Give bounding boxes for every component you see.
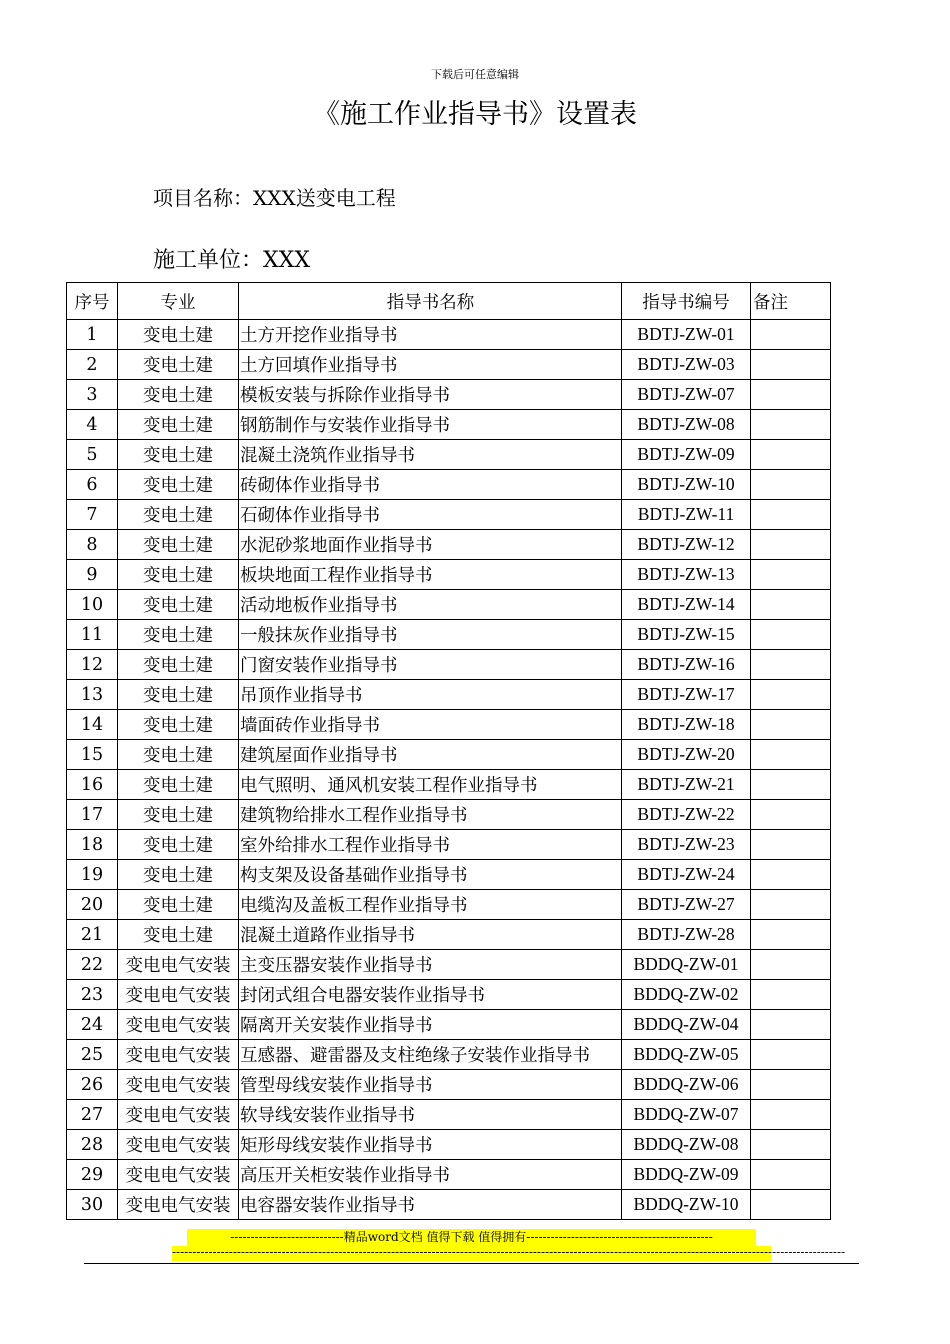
table-row <box>67 710 831 740</box>
row-remark <box>751 830 831 860</box>
table-row <box>67 380 831 410</box>
row-remark <box>751 1130 831 1160</box>
row-serial: 26 <box>67 1070 118 1100</box>
row-guide-name: 砖砌体作业指导书 <box>239 470 622 500</box>
table-row <box>67 800 831 830</box>
row-remark <box>751 620 831 650</box>
row-guide-code: BDTJ-ZW-21 <box>622 770 751 800</box>
row-serial: 7 <box>67 500 118 530</box>
row-remark <box>751 800 831 830</box>
table-row <box>67 1010 831 1040</box>
footer-rule <box>84 1263 859 1264</box>
row-serial: 6 <box>67 470 118 500</box>
row-major: 变电土建 <box>118 650 239 680</box>
row-guide-code: BDTJ-ZW-12 <box>622 530 751 560</box>
table-row <box>67 860 831 890</box>
header-remark: 备注 <box>751 283 831 320</box>
row-serial: 14 <box>67 710 118 740</box>
header-major: 专业 <box>118 283 239 320</box>
row-guide-code: BDTJ-ZW-10 <box>622 470 751 500</box>
row-guide-name: 主变压器安装作业指导书 <box>239 950 622 980</box>
row-serial: 22 <box>67 950 118 980</box>
footer-banner: ----------------------------精品word文档 值得下载 值得拥有---------------------------------------------- <box>187 1229 756 1246</box>
row-guide-code: BDTJ-ZW-17 <box>622 680 751 710</box>
row-major: 变电电气安装 <box>118 1160 239 1190</box>
row-major: 变电土建 <box>118 740 239 770</box>
row-remark <box>751 680 831 710</box>
row-remark <box>751 770 831 800</box>
header-guide-name: 指导书名称 <box>239 283 622 320</box>
row-serial: 17 <box>67 800 118 830</box>
row-guide-code: BDDQ-ZW-02 <box>622 980 751 1010</box>
row-major: 变电土建 <box>118 920 239 950</box>
row-serial: 18 <box>67 830 118 860</box>
row-guide-code: BDTJ-ZW-22 <box>622 800 751 830</box>
row-remark <box>751 560 831 590</box>
table-header-row <box>67 283 831 320</box>
row-major: 变电电气安装 <box>118 1070 239 1100</box>
header-serial: 序号 <box>67 283 118 320</box>
table-row <box>67 500 831 530</box>
row-guide-code: BDTJ-ZW-16 <box>622 650 751 680</box>
row-guide-name: 高压开关柜安装作业指导书 <box>239 1160 622 1190</box>
row-major: 变电土建 <box>118 770 239 800</box>
table-row <box>67 1160 831 1190</box>
row-guide-code: BDTJ-ZW-27 <box>622 890 751 920</box>
row-major: 变电土建 <box>118 620 239 650</box>
table-row <box>67 740 831 770</box>
row-serial: 19 <box>67 860 118 890</box>
row-remark <box>751 530 831 560</box>
row-guide-name: 封闭式组合电器安装作业指导书 <box>239 980 622 1010</box>
row-guide-name: 互感器、避雷器及支柱绝缘子安装作业指导书 <box>239 1040 622 1070</box>
table-row <box>67 890 831 920</box>
row-guide-name: 吊顶作业指导书 <box>239 680 622 710</box>
table-row <box>67 470 831 500</box>
row-remark <box>751 650 831 680</box>
row-guide-code: BDDQ-ZW-08 <box>622 1130 751 1160</box>
row-guide-code: BDTJ-ZW-01 <box>622 320 751 350</box>
row-guide-name: 墙面砖作业指导书 <box>239 710 622 740</box>
row-serial: 5 <box>67 440 118 470</box>
row-major: 变电土建 <box>118 590 239 620</box>
row-serial: 16 <box>67 770 118 800</box>
row-guide-code: BDTJ-ZW-15 <box>622 620 751 650</box>
row-remark <box>751 320 831 350</box>
table-row <box>67 770 831 800</box>
row-guide-code: BDTJ-ZW-23 <box>622 830 751 860</box>
row-serial: 27 <box>67 1100 118 1130</box>
table-row <box>67 920 831 950</box>
row-guide-code: BDDQ-ZW-04 <box>622 1010 751 1040</box>
row-remark <box>751 860 831 890</box>
row-remark <box>751 1010 831 1040</box>
row-guide-code: BDTJ-ZW-08 <box>622 410 751 440</box>
row-major: 变电电气安装 <box>118 1040 239 1070</box>
row-guide-name: 电缆沟及盖板工程作业指导书 <box>239 890 622 920</box>
row-guide-name: 钢筋制作与安装作业指导书 <box>239 410 622 440</box>
row-major: 变电土建 <box>118 800 239 830</box>
table-row <box>67 1130 831 1160</box>
row-major: 变电电气安装 <box>118 1190 239 1220</box>
row-serial: 30 <box>67 1190 118 1220</box>
row-serial: 3 <box>67 380 118 410</box>
row-major: 变电土建 <box>118 470 239 500</box>
row-guide-code: BDDQ-ZW-07 <box>622 1100 751 1130</box>
row-guide-name: 水泥砂浆地面作业指导书 <box>239 530 622 560</box>
table-row <box>67 1040 831 1070</box>
row-major: 变电电气安装 <box>118 980 239 1010</box>
project-name: 项目名称：XXX送变电工程 <box>153 186 396 210</box>
row-guide-name: 门窗安装作业指导书 <box>239 650 622 680</box>
row-major: 变电电气安装 <box>118 1130 239 1160</box>
table-row <box>67 530 831 560</box>
row-major: 变电土建 <box>118 530 239 560</box>
table-row <box>67 650 831 680</box>
row-guide-code: BDDQ-ZW-01 <box>622 950 751 980</box>
row-major: 变电土建 <box>118 860 239 890</box>
row-serial: 20 <box>67 890 118 920</box>
row-major: 变电电气安装 <box>118 1100 239 1130</box>
row-serial: 29 <box>67 1160 118 1190</box>
table-row <box>67 590 831 620</box>
row-serial: 12 <box>67 650 118 680</box>
table-row <box>67 950 831 980</box>
row-guide-code: BDTJ-ZW-28 <box>622 920 751 950</box>
row-serial: 25 <box>67 1040 118 1070</box>
header-guide-code: 指导书编号 <box>622 283 751 320</box>
row-major: 变电土建 <box>118 710 239 740</box>
row-guide-code: BDTJ-ZW-13 <box>622 560 751 590</box>
row-remark <box>751 1040 831 1070</box>
row-guide-name: 隔离开关安装作业指导书 <box>239 1010 622 1040</box>
row-guide-name: 混凝土道路作业指导书 <box>239 920 622 950</box>
row-serial: 2 <box>67 350 118 380</box>
row-major: 变电土建 <box>118 560 239 590</box>
table-row <box>67 1070 831 1100</box>
row-serial: 8 <box>67 530 118 560</box>
row-remark <box>751 740 831 770</box>
row-remark <box>751 1070 831 1100</box>
header-note: 下载后可任意编辑 <box>431 68 519 81</box>
row-remark <box>751 440 831 470</box>
table-row <box>67 980 831 1010</box>
row-guide-code: BDTJ-ZW-07 <box>622 380 751 410</box>
row-guide-name: 土方开挖作业指导书 <box>239 320 622 350</box>
row-remark <box>751 950 831 980</box>
table-row <box>67 1190 831 1220</box>
row-guide-name: 混凝土浇筑作业指导书 <box>239 440 622 470</box>
row-remark <box>751 710 831 740</box>
row-serial: 23 <box>67 980 118 1010</box>
row-guide-code: BDTJ-ZW-18 <box>622 710 751 740</box>
row-remark <box>751 500 831 530</box>
footer-dashes: ---------------------------------------------------------------------------------------------------------------------------------------------------------------------- <box>172 1245 846 1259</box>
table-row <box>67 410 831 440</box>
row-major: 变电土建 <box>118 380 239 410</box>
row-major: 变电土建 <box>118 500 239 530</box>
table-row <box>67 680 831 710</box>
row-remark <box>751 380 831 410</box>
row-remark <box>751 350 831 380</box>
row-guide-code: BDDQ-ZW-05 <box>622 1040 751 1070</box>
row-guide-code: BDTJ-ZW-20 <box>622 740 751 770</box>
row-guide-name: 电容器安装作业指导书 <box>239 1190 622 1220</box>
table-row <box>67 1100 831 1130</box>
construction-unit: 施工单位：XXX <box>153 248 310 273</box>
row-major: 变电土建 <box>118 830 239 860</box>
row-remark <box>751 1160 831 1190</box>
row-remark <box>751 590 831 620</box>
row-guide-code: BDTJ-ZW-09 <box>622 440 751 470</box>
row-remark <box>751 890 831 920</box>
row-guide-name: 电气照明、通风机安装工程作业指导书 <box>239 770 622 800</box>
row-guide-code: BDTJ-ZW-03 <box>622 350 751 380</box>
table-row <box>67 560 831 590</box>
row-guide-code: BDTJ-ZW-14 <box>622 590 751 620</box>
row-serial: 9 <box>67 560 118 590</box>
row-guide-name: 室外给排水工程作业指导书 <box>239 830 622 860</box>
row-major: 变电电气安装 <box>118 1010 239 1040</box>
row-remark <box>751 920 831 950</box>
row-serial: 10 <box>67 590 118 620</box>
row-guide-name: 一般抹灰作业指导书 <box>239 620 622 650</box>
row-serial: 11 <box>67 620 118 650</box>
row-guide-code: BDDQ-ZW-10 <box>622 1190 751 1220</box>
row-major: 变电土建 <box>118 890 239 920</box>
row-serial: 13 <box>67 680 118 710</box>
table-row <box>67 830 831 860</box>
table-body <box>67 320 831 1220</box>
row-remark <box>751 980 831 1010</box>
table-row <box>67 440 831 470</box>
row-major: 变电土建 <box>118 350 239 380</box>
row-guide-name: 建筑物给排水工程作业指导书 <box>239 800 622 830</box>
row-guide-name: 构支架及设备基础作业指导书 <box>239 860 622 890</box>
row-guide-name: 模板安装与拆除作业指导书 <box>239 380 622 410</box>
row-guide-code: BDTJ-ZW-11 <box>622 500 751 530</box>
row-guide-name: 管型母线安装作业指导书 <box>239 1070 622 1100</box>
row-guide-name: 矩形母线安装作业指导书 <box>239 1130 622 1160</box>
instruction-table <box>66 282 831 1220</box>
row-serial: 21 <box>67 920 118 950</box>
row-serial: 28 <box>67 1130 118 1160</box>
row-remark <box>751 410 831 440</box>
row-guide-code: BDDQ-ZW-09 <box>622 1160 751 1190</box>
row-major: 变电土建 <box>118 680 239 710</box>
row-guide-name: 土方回填作业指导书 <box>239 350 622 380</box>
row-major: 变电电气安装 <box>118 950 239 980</box>
row-remark <box>751 1190 831 1220</box>
row-guide-code: BDDQ-ZW-06 <box>622 1070 751 1100</box>
row-major: 变电土建 <box>118 410 239 440</box>
table-row <box>67 350 831 380</box>
row-guide-name: 石砌体作业指导书 <box>239 500 622 530</box>
row-serial: 15 <box>67 740 118 770</box>
row-serial: 1 <box>67 320 118 350</box>
row-remark <box>751 1100 831 1130</box>
row-guide-name: 建筑屋面作业指导书 <box>239 740 622 770</box>
table-row <box>67 620 831 650</box>
row-guide-name: 活动地板作业指导书 <box>239 590 622 620</box>
row-major: 变电土建 <box>118 440 239 470</box>
table-row <box>67 320 831 350</box>
row-guide-name: 板块地面工程作业指导书 <box>239 560 622 590</box>
row-serial: 4 <box>67 410 118 440</box>
row-guide-code: BDTJ-ZW-24 <box>622 860 751 890</box>
row-remark <box>751 470 831 500</box>
row-major: 变电土建 <box>118 320 239 350</box>
document-title: 《施工作业指导书》设置表 <box>313 99 637 130</box>
row-serial: 24 <box>67 1010 118 1040</box>
row-guide-name: 软导线安装作业指导书 <box>239 1100 622 1130</box>
